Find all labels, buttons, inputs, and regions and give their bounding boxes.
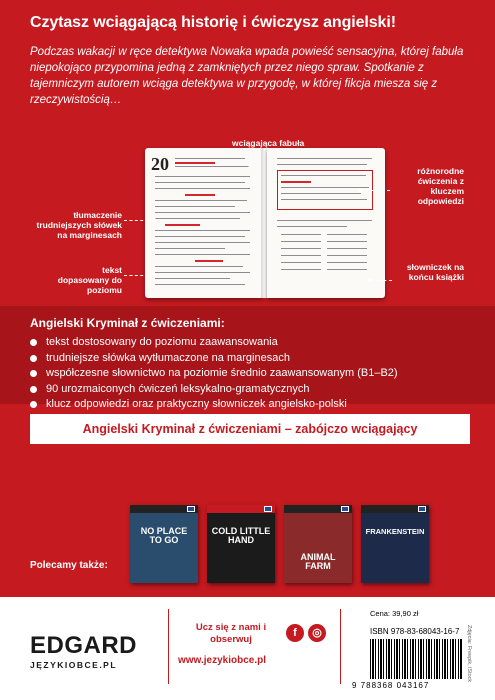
book-left-page	[145, 148, 263, 298]
feature-item: współczesne słownictwo na poziomie średnio zaawansowanym (B1–B2)	[30, 366, 465, 382]
book-preview	[0, 130, 495, 305]
book-right-page	[267, 148, 385, 298]
book-cover-no-place-to-go[interactable]: NO PLACE TO GO	[130, 505, 198, 583]
callout-adapted-text: tekst dopasowany do poziomu	[57, 265, 122, 295]
callout-exercises: różnorodne ćwiczenia z kluczem odpowiedzi	[417, 166, 464, 206]
isbn: ISBN 978-83-68043-16-7	[370, 627, 460, 636]
callout-glossary: słowniczek na końcu książki	[406, 262, 464, 282]
footer	[0, 597, 495, 700]
feature-item: 90 urozmaiconych ćwiczeń leksykalno-gramatycznych	[30, 382, 465, 398]
website-link[interactable]: www.jezykiobce.pl	[178, 655, 266, 666]
feature-item: trudniejsze słówka wytłumaczone na marginesach	[30, 351, 465, 367]
chapter-number: 20	[151, 154, 169, 174]
instagram-icon[interactable]: ◎	[308, 624, 326, 642]
open-book-illustration	[145, 148, 385, 298]
tagline-banner: Angielski Kryminał z ćwiczeniami – zabójczo wciągający	[30, 414, 470, 444]
features-panel	[0, 306, 495, 410]
follow-us-text: Ucz się z nami i obserwuj	[195, 622, 267, 645]
callout-plot: wciągająca fabuła	[232, 138, 305, 148]
price: Cena: 39,90 zł	[370, 609, 419, 618]
feature-item: klucz odpowiedzi oraz praktyczny słowniczek angielsko-polski	[30, 397, 465, 413]
recommend-label: Polecamy także:	[30, 560, 108, 571]
headline: Czytasz wciągającą historię i ćwiczysz angielski!	[30, 14, 396, 31]
feature-item: tekst dostosowany do poziomu zaawansowania	[30, 335, 465, 351]
book-cover-cold-little-hand[interactable]: COLD LITTLE HAND	[207, 505, 275, 583]
book-cover-frankenstein[interactable]: FRANKENSTEIN	[361, 505, 429, 583]
barcode	[370, 639, 462, 679]
callout-margin-vocab: tłumaczenie trudniejszych słówek na marginesach	[36, 210, 122, 240]
features-title: Angielski Kryminał z ćwiczeniami:	[30, 316, 225, 330]
publisher-logo[interactable]: EDGARD JĘZYKIOBCE.PL	[30, 632, 138, 670]
facebook-icon[interactable]: f	[286, 624, 304, 642]
book-cover-animal-farm[interactable]: ANIMAL FARM	[284, 505, 352, 583]
barcode-number: 9 788368 043167	[352, 681, 430, 690]
photo-credits: Zdjęcia: Freepik, iStock	[466, 625, 472, 683]
intro-text: Podczas wakacji w ręce detektywa Nowaka wpada powieść sensacyjna, której fabuła niepokojąco przypomina jedną z zamkniętych przez niego spraw. Spotkanie z tajemniczym autorem wciąga detektywa w przygodę, w której fikcja miesza się z rzeczywistością…	[30, 46, 464, 106]
